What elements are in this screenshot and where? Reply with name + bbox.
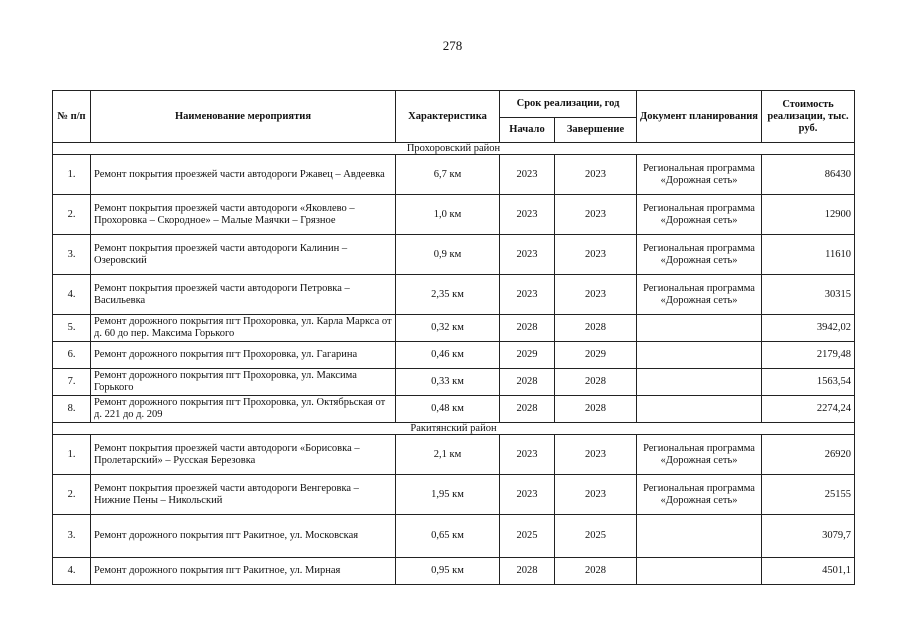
characteristic: 0,65 км	[396, 515, 500, 558]
table-row	[53, 275, 855, 315]
start-year: 2023	[500, 155, 555, 195]
characteristic: 0,95 км	[396, 558, 500, 585]
end-year: 2029	[555, 342, 637, 369]
planning-document	[637, 558, 762, 585]
start-year: 2023	[500, 435, 555, 475]
table-row	[53, 342, 855, 369]
measure-name: Ремонт дорожного покрытия пгт Прохоровка, ул. Октябрьская от д. 221 до д. 209	[91, 396, 396, 423]
planning-document	[637, 315, 762, 342]
start-year: 2023	[500, 235, 555, 275]
page-number: 278	[442, 38, 463, 53]
table-row	[53, 435, 855, 475]
characteristic: 1,0 км	[396, 195, 500, 235]
planning-document: Региональная программа «Дорожная сеть»	[637, 155, 762, 195]
start-year: 2029	[500, 342, 555, 369]
cost: 11610	[762, 235, 855, 275]
start-year: 2028	[500, 396, 555, 423]
cost: 30315	[762, 275, 855, 315]
table-row	[53, 155, 855, 195]
header-document: Документ планирования	[637, 91, 762, 143]
characteristic: 1,95 км	[396, 475, 500, 515]
start-year: 2028	[500, 558, 555, 585]
section-title: Прохоровский район	[53, 143, 855, 155]
table-row	[53, 515, 855, 558]
start-year: 2025	[500, 515, 555, 558]
row-number: 2.	[53, 195, 91, 235]
row-number: 1.	[53, 155, 91, 195]
row-number: 3.	[53, 515, 91, 558]
row-number: 6.	[53, 342, 91, 369]
characteristic: 0,48 км	[396, 396, 500, 423]
table-row	[53, 475, 855, 515]
characteristic: 0,9 км	[396, 235, 500, 275]
header-characteristic: Характеристика	[396, 91, 500, 143]
characteristic: 0,46 км	[396, 342, 500, 369]
characteristic: 2,1 км	[396, 435, 500, 475]
measure-name: Ремонт дорожного покрытия пгт Ракитное, ул. Московская	[91, 515, 396, 558]
measure-name: Ремонт покрытия проезжей части автодороги «Яковлево – Прохоровка – Скородное» – Малые Маячки – Грязное	[91, 195, 396, 235]
row-number: 8.	[53, 396, 91, 423]
characteristic: 2,35 км	[396, 275, 500, 315]
measure-name: Ремонт покрытия проезжей части автодороги Венгеровка – Нижние Пены – Никольский	[91, 475, 396, 515]
end-year: 2028	[555, 396, 637, 423]
cost: 1563,54	[762, 369, 855, 396]
end-year: 2023	[555, 435, 637, 475]
planning-document: Региональная программа «Дорожная сеть»	[637, 195, 762, 235]
start-year: 2023	[500, 195, 555, 235]
row-number: 5.	[53, 315, 91, 342]
end-year: 2023	[555, 235, 637, 275]
start-year: 2023	[500, 275, 555, 315]
end-year: 2025	[555, 515, 637, 558]
header-start: Начало	[500, 118, 555, 143]
row-number: 4.	[53, 558, 91, 585]
header-name: Наименование мероприятия	[91, 91, 396, 143]
planning-document	[637, 515, 762, 558]
planning-document	[637, 369, 762, 396]
cost: 3942,02	[762, 315, 855, 342]
end-year: 2023	[555, 275, 637, 315]
cost: 3079,7	[762, 515, 855, 558]
start-year: 2028	[500, 315, 555, 342]
cost: 2274,24	[762, 396, 855, 423]
table-row	[53, 558, 855, 585]
measure-name: Ремонт дорожного покрытия пгт Прохоровка, ул. Гагарина	[91, 342, 396, 369]
end-year: 2023	[555, 155, 637, 195]
end-year: 2028	[555, 315, 637, 342]
planning-document: Региональная программа «Дорожная сеть»	[637, 275, 762, 315]
characteristic: 0,32 км	[396, 315, 500, 342]
cost: 4501,1	[762, 558, 855, 585]
planning-document: Региональная программа «Дорожная сеть»	[637, 475, 762, 515]
planning-document: Региональная программа «Дорожная сеть»	[637, 435, 762, 475]
row-number: 1.	[53, 435, 91, 475]
table-row	[53, 195, 855, 235]
measures-table	[52, 90, 855, 585]
header-cost: Стоимость реализации, тыс. руб.	[762, 91, 855, 143]
cost: 12900	[762, 195, 855, 235]
table-row	[53, 369, 855, 396]
cost: 2179,48	[762, 342, 855, 369]
measure-name: Ремонт дорожного покрытия пгт Прохоровка, ул. Максима Горького	[91, 369, 396, 396]
characteristic: 6,7 км	[396, 155, 500, 195]
header-term: Срок реализации, год	[500, 91, 637, 118]
section-title: Ракитянский район	[53, 423, 855, 435]
end-year: 2023	[555, 195, 637, 235]
measure-name: Ремонт покрытия проезжей части автодороги Петровка – Васильевка	[91, 275, 396, 315]
measure-name: Ремонт дорожного покрытия пгт Прохоровка, ул. Карла Маркса от д. 60 до пер. Максима Горького	[91, 315, 396, 342]
end-year: 2023	[555, 475, 637, 515]
planning-document: Региональная программа «Дорожная сеть»	[637, 235, 762, 275]
row-number: 2.	[53, 475, 91, 515]
end-year: 2028	[555, 558, 637, 585]
measure-name: Ремонт покрытия проезжей части автодороги «Борисовка – Пролетарский» – Русская Березовка	[91, 435, 396, 475]
measure-name: Ремонт покрытия проезжей части автодороги Ржавец – Авдеевка	[91, 155, 396, 195]
planning-document	[637, 342, 762, 369]
row-number: 7.	[53, 369, 91, 396]
planning-document	[637, 396, 762, 423]
measure-name: Ремонт дорожного покрытия пгт Ракитное, ул. Мирная	[91, 558, 396, 585]
cost: 26920	[762, 435, 855, 475]
characteristic: 0,33 км	[396, 369, 500, 396]
cost: 25155	[762, 475, 855, 515]
header-end: Завершение	[555, 118, 637, 143]
table-row	[53, 235, 855, 275]
end-year: 2028	[555, 369, 637, 396]
table-row	[53, 315, 855, 342]
row-number: 4.	[53, 275, 91, 315]
measure-name: Ремонт покрытия проезжей части автодороги Калинин – Озеровский	[91, 235, 396, 275]
start-year: 2028	[500, 369, 555, 396]
row-number: 3.	[53, 235, 91, 275]
table-row	[53, 396, 855, 423]
cost: 86430	[762, 155, 855, 195]
header-num: № п/п	[53, 91, 91, 143]
start-year: 2023	[500, 475, 555, 515]
